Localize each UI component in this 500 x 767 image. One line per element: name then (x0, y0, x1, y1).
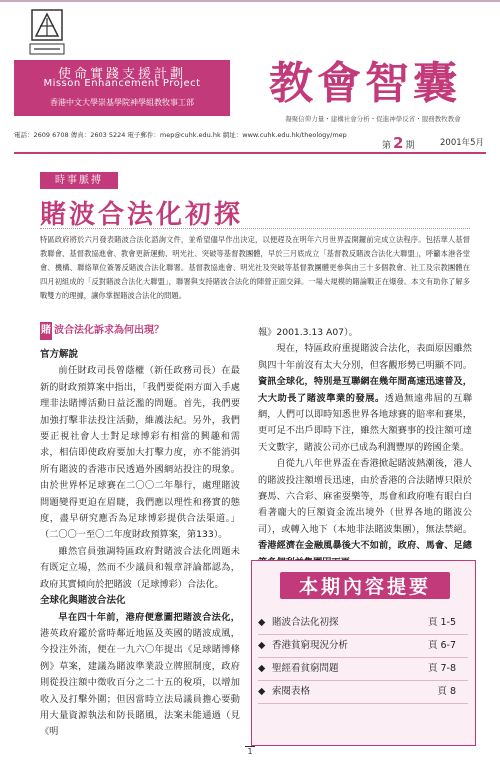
article-headline: 賭波合法化初探 (40, 200, 244, 230)
contents-title: 本期內容提要 (280, 572, 450, 599)
project-name-en: Misson Enhancement Project (43, 78, 201, 89)
bullet-icon: ◆ (258, 663, 266, 674)
left-paragraph-3: 早在四十年前，港府便意圖把賭波合法化，港英政府鑑於當時鄰近地區及英國的賭波成風，今投注外流，便在一九六〇年提出《足球賭博條例》草案，建議為賭波準業設立牌照制度，政府則從投注額中徵收百分之二十五的稅項，以增加收入及打擊外圍；但因當時立法局議員擔心要動用大量資源執法和防長賭風，法案未能通過（見《明 (40, 611, 240, 738)
page-number: 1 (245, 746, 255, 756)
project-name-zh: 使命實踐支援計劃 (57, 67, 186, 82)
dotted-divider (40, 228, 470, 229)
left-column (40, 347, 240, 741)
college-crest-logo (26, 6, 68, 60)
department-name: 香港中文大學崇基學院神學組教牧事工部 (50, 98, 194, 107)
section-tag: 時事脈搏 (40, 172, 118, 189)
left-paragraph-2: 雖然官員強調特區政府對賭波合法化問題未有既定立場，然而不少議員和報章評論都認為，政府其實傾向於把賭波（足球博彩）合法化。 (40, 545, 240, 590)
contact-info: 電話：2609 6708 傳真：2603 5224 電子郵件：mep@cuhk.edu.hk 網址：www.cuhk.edu.hk/theology/mep (14, 131, 347, 139)
left-heading-globalization: 全球化與賭波合法化 (40, 595, 126, 607)
contents-list (258, 612, 468, 704)
article-intro: 特區政府將於六月發表賭波合法化諮詢文件，並希望儘早作出決定，以便趕及在明年六月世界盃開鑼前完成立法程序。包括華人基督教聯會、基督教協進會、教會更新運動、明光社、突破等基督教團體，早於三月底成立「基督教反賭波合法化大聯盟」，呼籲本港各堂會、機構、聯絡單位簽署反賭波合法化聯署。基督教協進會、明光社及突破等基督教團體更參與由三十多個教會、社工及宗教團體在四月初組成的「反對賭波合法化大聯盟」，聯署與支持賭波合法化的陣營正面交鋒。一場大規模的賭論戰正在爆發。本文有助你了解多戰雙方的理據，讓你掌握賭波合法化的問題。 (40, 235, 470, 300)
issue-date: 2001年5月 (440, 138, 485, 148)
newsletter-title: 教會智囊 (269, 58, 461, 109)
bullet-icon: ◆ (258, 686, 266, 697)
header-divider (14, 152, 486, 154)
bullet-icon: ◆ (258, 617, 266, 628)
contents-item[interactable]: ◆ 索閱表格 頁 8 (258, 681, 468, 704)
newsletter-tagline: 凝聚信仰力量・建構社會分析・促進神學反省・服務教牧教會 (285, 115, 461, 123)
article-subhead: 賭 波合法化訴求為何出現？ (40, 322, 240, 340)
contents-item[interactable]: ◆ 聖經看貧窮問題 頁 7-8 (258, 658, 468, 681)
top-rule (0, 0, 500, 2)
left-heading-official: 官方解說 (40, 349, 79, 360)
right-column (258, 325, 472, 571)
issue-number: 第 2 期 (382, 134, 415, 152)
contents-item[interactable]: ◆ 賭波合法化初探 頁 1-5 (258, 612, 468, 635)
right-paragraph-1: 報》2001.3.13 A07）。 (258, 327, 358, 338)
contents-item[interactable]: ◆ 香港貧窮現況分析 頁 6-7 (258, 635, 468, 658)
right-paragraph-3: 自從九八年世界盃在香港掀起賭波熱潮後，港人的賭波投注額增長迅速，由於香港的合法賭博只限於賽馬、六合彩、麻雀耍樂等，馬會和政府唯有眼白白看著龐大的巨額資金流出境外（世界各地的賭波公司），或轉入地下（本地非法賭波集團），無法禁絕。香港經濟在金融風暴後大不如前，政府、馬會、足總 (258, 458, 472, 552)
left-paragraph-1: 前任財政司長曾蔭權（新任政務司長）在最新的財政預算案中指出，「我們要從兩方面入手處理非法賭博活動日益泛濫的問題。首先，我們要加強打擊非法投注活動，維護法紀。另外，我們要正視社會人士對足球博彩有相當的興趣和需求，相信即使政府要加大打擊力度，亦不能消弭所有賭波的香港市民透過外國網站投注的現象。由於世界杯足球賽在二〇〇二年舉行，處理賭波問題變得更迫在眉睫，我們應以理性和務實的態度，盡早研究應否為足球博彩提供合法渠道。」（二〇〇一至〇二年度財政預算案，第133）。 (40, 365, 240, 541)
right-paragraph-2: 現在，特區政府重提賭波合法化，表面原因雖然與四十年前沒有太大分別，但客觀形勢已明顯不同。資訊全球化，特別是互聯網在幾年間高速迅速普及，大大助長了賭波準業的發展。透過無遠弗屆的互聯網，人們可以即時知悉世界各地球賽的賠率和賽果，更可足不出戶即時下注，雖然大額賽事的投注額可達天文數字，賭波公司亦已成為利潤豐厚的跨國企業。 (258, 343, 473, 453)
bullet-icon: ◆ (258, 640, 266, 651)
